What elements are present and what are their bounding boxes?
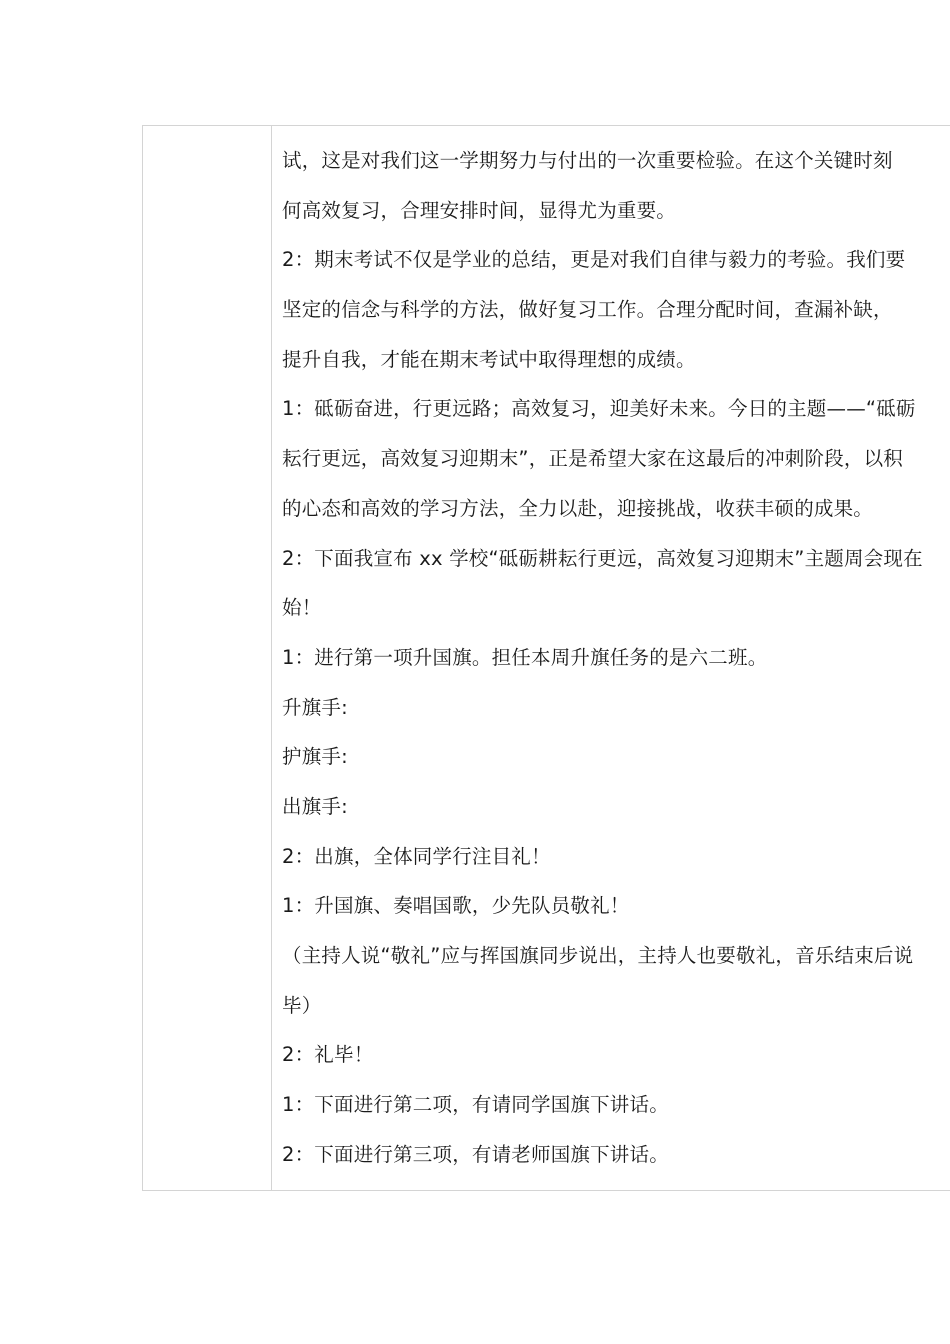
text-line: 坚定的信念与科学的方法，做好复习工作。合理分配时间，查漏补缺， xyxy=(282,298,893,322)
text-line: 升旗手: xyxy=(282,695,348,719)
script-text xyxy=(282,136,950,1179)
text-line: 2：礼毕！ xyxy=(282,1043,374,1067)
text-line: 2：下面进行第三项，有请老师国旗下讲话。 xyxy=(282,1142,669,1166)
table-right-cell xyxy=(272,126,950,1190)
document-table xyxy=(142,125,950,1191)
text-line: 1：下面进行第二项，有请同学国旗下讲话。 xyxy=(282,1093,669,1117)
text-line: 护旗手: xyxy=(282,745,348,769)
text-line: 耘行更远，高效复习迎期末”，正是希望大家在这最后的冲刺阶段，以积 xyxy=(282,447,904,471)
text-line: 毕） xyxy=(282,993,322,1017)
text-line: 出旗手: xyxy=(282,794,348,818)
table-left-cell xyxy=(143,126,272,1190)
text-line: 1：进行第一项升国旗。担任本周升旗任务的是六二班。 xyxy=(282,645,768,669)
text-line: 2：出旗，全体同学行注目礼！ xyxy=(282,844,551,868)
text-line: 2：下面我宣布 xx 学校“砥砺耕耘行更远，高效复习迎期末”主题周会现在 xyxy=(282,546,923,570)
text-line: 1：砥砺奋进，行更远路；高效复习，迎美好未来。今日的主题——“砥砺 xyxy=(282,397,916,421)
text-line: 始！ xyxy=(282,596,322,620)
text-line: （主持人说“敬礼”应与挥国旗同步说出，主持人也要敬礼，音乐结束后说 xyxy=(282,944,914,967)
text-line: 2：期末考试不仅是学业的总结，更是对我们自律与毅力的考验。我们要 xyxy=(282,248,906,272)
text-line: 试，这是对我们这一学期努力与付出的一次重要检验。在这个关键时刻 xyxy=(282,149,893,172)
text-line: 1：升国旗、奏唱国歌，少先队员敬礼！ xyxy=(282,894,630,918)
text-line: 提升自我，才能在期末考试中取得理想的成绩。 xyxy=(282,347,696,371)
text-line: 的心态和高效的学习方法，全力以赴，迎接挑战，收获丰硕的成果。 xyxy=(282,496,874,520)
text-line: 何高效复习，合理安排时间，显得尤为重要。 xyxy=(282,198,677,222)
